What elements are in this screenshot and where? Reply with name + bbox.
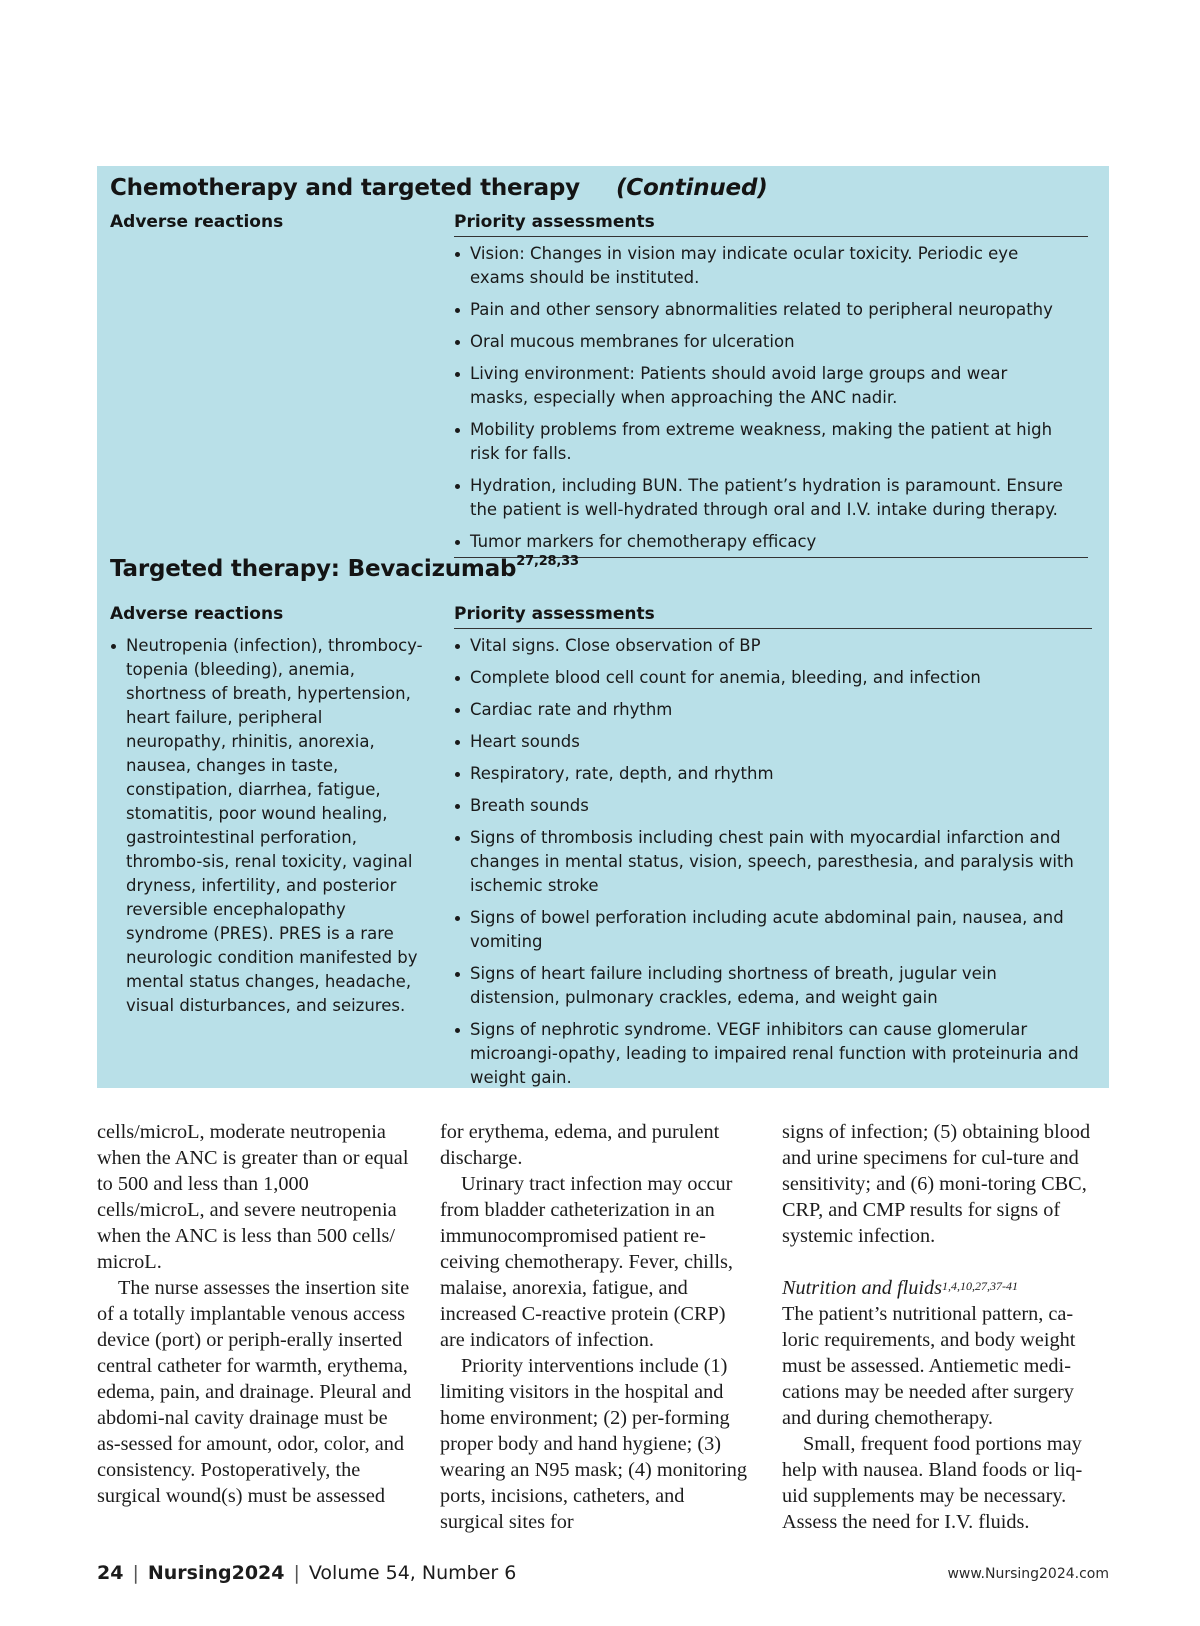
table-panel bbox=[97, 166, 1109, 1088]
list-item: Living environment: Patients should avoid large groups and wear masks, especially when approaching the ANC nadir. bbox=[454, 362, 1064, 410]
list-item: Heart sounds bbox=[454, 730, 1084, 754]
table-title-text: Chemotherapy and targeted therapy bbox=[110, 175, 580, 201]
list-item: Cardiac rate and rhythm bbox=[454, 698, 1084, 722]
subheading-refs: 1,4,10,27,37-41 bbox=[942, 1279, 1019, 1293]
priority-assessments-header-2: Priority assessments bbox=[454, 604, 655, 624]
section2-refs: 27,28,33 bbox=[516, 554, 579, 569]
footer-separator: | bbox=[293, 1562, 300, 1584]
header-rule-2 bbox=[454, 628, 1092, 629]
table-title bbox=[110, 175, 768, 201]
list-item: Vision: Changes in vision may indicate ocular toxicity. Periodic eye exams should be instituted. bbox=[454, 242, 1064, 290]
paragraph: Small, frequent food portions may help with nausea. Bland foods or liq-uid supplements may be necessary. Assess the need for I.V. fluids. bbox=[782, 1433, 1083, 1533]
list-item: Respiratory, rate, depth, and rhythm bbox=[454, 762, 1084, 786]
paragraph: Urinary tract infection may occur from bladder catheterization in an immunocompromised patient re-ceiving chemotherapy. Fever, chills, malaise, anorexia, fatigue, and increased C-reactive protein (CRP) are indicators of infection. bbox=[440, 1173, 733, 1351]
body-text bbox=[97, 1119, 1109, 1539]
list-item: Mobility problems from extreme weakness, making the patient at high risk for falls. bbox=[454, 418, 1064, 466]
list-item: Signs of bowel perforation including acute abdominal pain, nausea, and vomiting bbox=[454, 906, 1084, 954]
paragraph: The patient’s nutritional pattern, ca-loric requirements, and body weight must be assessed. Antiemetic medi-cations may be needed after surgery and during chemotherapy. bbox=[782, 1303, 1076, 1429]
paragraph: for erythema, edema, and purulent discharge. bbox=[440, 1121, 720, 1169]
list-item: Hydration, including BUN. The patient’s hydration is paramount. Ensure the patient is well-hydrated through oral and I.V. intake during therapy. bbox=[454, 474, 1064, 522]
page-footer bbox=[97, 1562, 1109, 1592]
body-column-3 bbox=[782, 1119, 1104, 1535]
continued-label: (Continued) bbox=[615, 175, 768, 201]
adverse-reactions-header: Adverse reactions bbox=[110, 212, 284, 232]
chemo-assessments-list bbox=[454, 242, 1064, 554]
bev-adverse-list bbox=[110, 634, 425, 1018]
website-link[interactable]: www.Nursing2024.com bbox=[947, 1566, 1109, 1582]
footer-separator: | bbox=[132, 1562, 139, 1584]
paragraph: Priority interventions include (1) limiting visitors in the hospital and home environment; (2) per-forming proper body and hand hygiene; (3) wearing an N95 mask; (4) monitoring ports, incisions, catheters, and surgical sites for bbox=[440, 1355, 747, 1533]
paragraph: The nurse assesses the insertion site of a totally implantable venous access device (port) or periph-erally inserted central catheter for warmth, erythema, edema, pain, and drainage. Pleural and abdomi-nal cavity drainage must be as-sessed for amount, odor, color, and consistency. Postoperatively, the surgical wound(s) must be assessed bbox=[97, 1277, 412, 1507]
section2-title-text: Targeted therapy: Bevacizumab bbox=[110, 556, 517, 582]
list-item: Signs of heart failure including shortness of breath, jugular vein distension, pulmonary crackles, edema, and weight gain bbox=[454, 962, 1084, 1010]
paragraph: cells/microL, moderate neutropenia when the ANC is greater than or equal to 500 and less than 1,000 cells/microL, and severe neutropenia when the ANC is less than 500 cells/ microL. bbox=[97, 1121, 409, 1273]
body-column-2 bbox=[440, 1119, 752, 1535]
paragraph: signs of infection; (5) obtaining blood and urine specimens for cul-ture and sensitivity; and (6) moni-toring CBC, CRP, and CMP results for signs of systemic infection. bbox=[782, 1121, 1091, 1247]
header-rule bbox=[454, 236, 1088, 237]
bev-assessments-list bbox=[454, 634, 1084, 1090]
subheading-text: Nutrition and fluids bbox=[782, 1277, 943, 1299]
volume-info: Volume 54, Number 6 bbox=[308, 1562, 517, 1584]
page-number: 24 bbox=[97, 1562, 124, 1584]
list-item: Neutropenia (infection), thrombocy-topenia (bleeding), anemia, shortness of breath, hypertension, heart failure, peripheral neuropathy, rhinitis, anorexia, nausea, changes in taste, constipation, diarrhea, fatigue, stomatitis, poor wound healing, gastrointestinal perforation, thrombo-sis, renal toxicity, vaginal dryness, infertility, and posterior reversible encephalopathy syndrome (PRES). PRES is a rare neurologic condition manifested by mental status changes, headache, visual disturbances, and seizures. bbox=[110, 634, 425, 1018]
list-item: Complete blood cell count for anemia, bleeding, and infection bbox=[454, 666, 1084, 690]
journal-name: Nursing2024 bbox=[147, 1562, 285, 1584]
adverse-reactions-header-2: Adverse reactions bbox=[110, 604, 284, 624]
list-item: Pain and other sensory abnormalities related to peripheral neuropathy bbox=[454, 298, 1064, 322]
list-item: Vital signs. Close observation of BP bbox=[454, 634, 1084, 658]
footer-left bbox=[97, 1562, 516, 1584]
list-item: Breath sounds bbox=[454, 794, 1084, 818]
list-item: Tumor markers for chemotherapy efficacy bbox=[454, 530, 1064, 554]
priority-assessments-header: Priority assessments bbox=[454, 212, 655, 232]
list-item: Signs of thrombosis including chest pain with myocardial infarction and changes in mental status, vision, speech, paresthesia, and paralysis with ischemic stroke bbox=[454, 826, 1084, 898]
list-item: Signs of nephrotic syndrome. VEGF inhibitors can cause glomerular microangi-opathy, leading to impaired renal function with proteinuria and weight gain. bbox=[454, 1018, 1084, 1090]
section2-title bbox=[110, 556, 579, 582]
list-item: Oral mucous membranes for ulceration bbox=[454, 330, 1064, 354]
body-column-1 bbox=[97, 1119, 412, 1509]
subheading bbox=[782, 1275, 1104, 1301]
